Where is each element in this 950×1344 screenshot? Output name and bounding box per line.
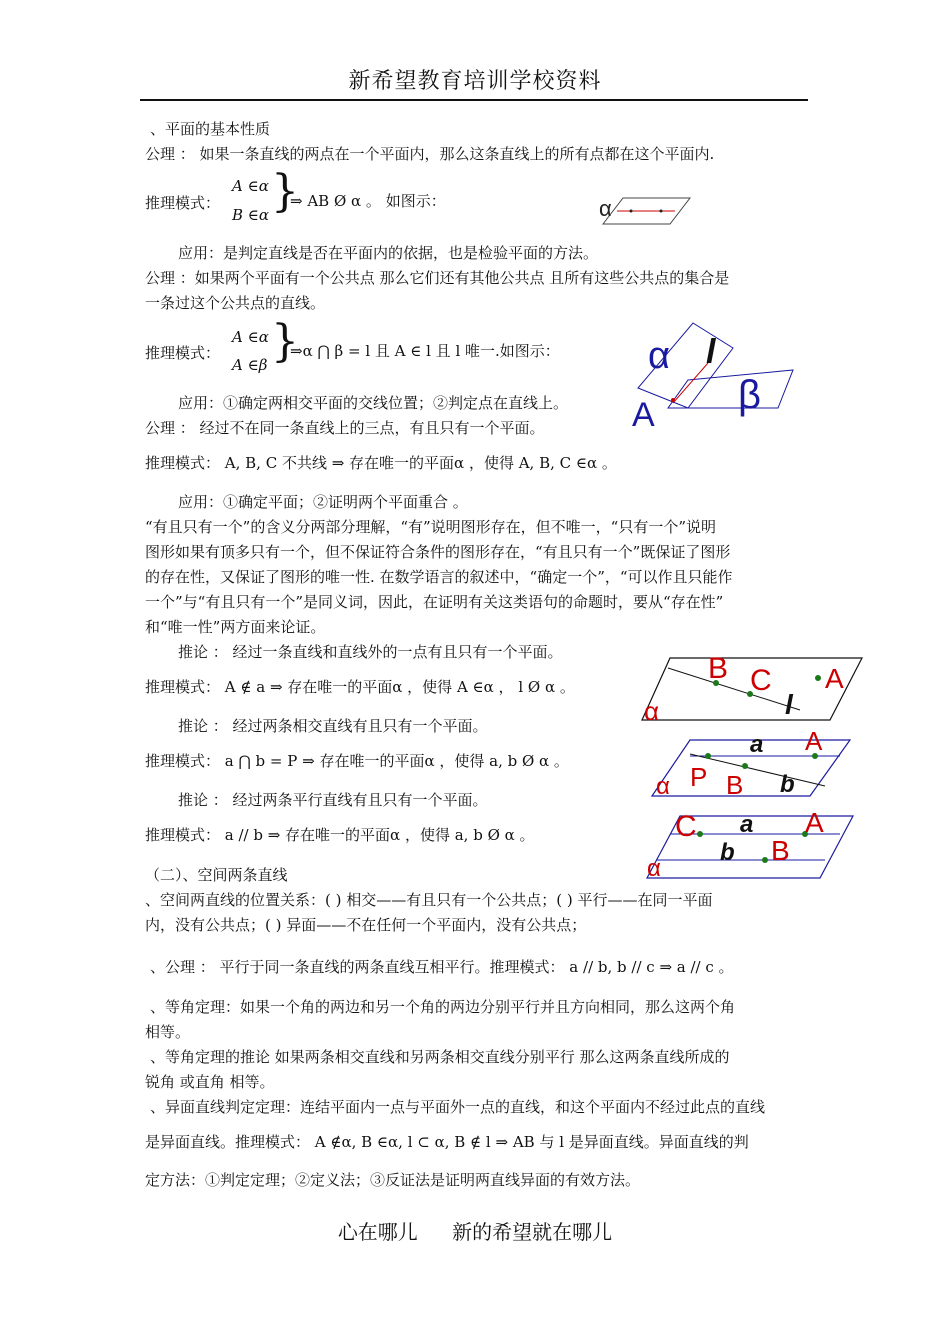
axiom-2: 公理 ：如果两个平面有一个公共点 那么它们还有其他公共点 且所有这些公共点的集合是 — [145, 269, 730, 287]
alpha-label: α — [656, 773, 670, 798]
conclusion: ⇒α ⋂ β = l 且 A ∈ l 且 l 唯一.如图示： — [290, 342, 560, 360]
inference-c2: 推理模式： a ⋂ b = P ⇒ 存在唯一的平面α ，使得 a, b Ø α 。 — [145, 752, 569, 770]
point-B-label: B — [708, 652, 729, 685]
section-2-title: （二）、空间两条直线 — [145, 866, 288, 884]
paragraph-line: 图形如果有顶多只有一个，但不保证符合条件的图形存在，“有且只有一个”既保证了图形 — [145, 543, 731, 561]
point-P-label: P — [690, 762, 708, 792]
point-B-label: B — [726, 770, 744, 798]
premise-2: B ∈α — [232, 206, 270, 224]
brace: } — [271, 316, 299, 367]
point-A-label: A — [805, 808, 824, 838]
alpha-label: α — [644, 696, 660, 723]
line-b-label: b — [720, 839, 735, 866]
line-label: l — [785, 689, 793, 720]
paragraph-line: 一个”与“有且只有一个”是同义词，因此，在证明有关这类语句的命题时，要从“存在性” — [145, 593, 724, 611]
inference-label: 推理模式： — [145, 194, 221, 212]
relations-line: 内，没有公共点；( ) 异面——不在任何一个平面内，没有公共点； — [145, 916, 587, 934]
figure-intersecting-lines — [650, 728, 855, 798]
axiom-3: 公理 ： 经过不在同一条直线上的三点，有且只有一个平面。 — [145, 419, 545, 437]
inference-label: 推理模式： — [145, 344, 221, 362]
inference-c3: 推理模式： a // b ⇒ 存在唯一的平面α ，使得 a, b Ø α 。 — [145, 826, 535, 844]
line-a-label: a — [740, 811, 754, 838]
inference-c1: 推理模式： A ∉ a ⇒ 存在唯一的平面α ，使得 A ∈α ， l Ø α 。 — [145, 678, 575, 696]
section-title: 、平面的基本性质 — [150, 120, 271, 138]
alpha-label: α — [599, 196, 612, 221]
page-header: 新希望教育培训学校资料 — [348, 69, 602, 94]
footer-left: 心在哪儿 — [337, 1220, 418, 1244]
page-footer — [0, 1216, 950, 1245]
corollary-3: 推论 ： 经过两条平行直线有且只有一个平面。 — [178, 791, 488, 809]
point-A-label: A — [805, 728, 823, 756]
equal-angle-theorem: 、等角定理：如果一个角的两边和另一个角的两边分别平行并且方向相同，那么这两个角 — [150, 998, 736, 1016]
point-C-label: C — [675, 810, 697, 843]
footer-right: 新的希望就在哪儿 — [452, 1220, 613, 1244]
skew-lines-methods: 定方法：①判定定理；②定义法；③反证法是证明两直线异面的有效方法。 — [145, 1171, 641, 1189]
corollary-2: 推论 ： 经过两条相交直线有且只有一个平面。 — [178, 717, 488, 735]
premise-1: A ∈α — [232, 328, 269, 346]
figure-intersecting-planes — [628, 318, 798, 433]
point-A-label: A — [825, 663, 844, 694]
figure-parallel-lines — [645, 808, 855, 880]
alpha-label: α — [647, 855, 661, 880]
premise-2: A ∈β — [232, 356, 268, 374]
point-label: A — [632, 396, 655, 433]
axiom-4: 、公理 ： 平行于同一条直线的两条直线互相平行。推理模式： a // b, b // c ⇒ a // c 。 — [150, 958, 734, 976]
beta-label: β — [738, 373, 762, 417]
application-3: 应用：①确定平面；②证明两个平面重合 。 — [178, 493, 468, 511]
skew-lines-inference: 是异面直线。推理模式： A ∉α, B ∈α, l ⊂ α, B ∉ l ⇒ AB 与 l 是异面直线。异面直线的判 — [145, 1133, 749, 1151]
figure-line-and-point — [640, 648, 865, 723]
point-B-label: B — [771, 835, 790, 866]
brace: } — [271, 166, 299, 217]
paragraph-line: “有且只有一个”的含义分两部分理解，“有”说明图形存在，但不唯一，“只有一个”说明 — [145, 518, 717, 536]
point-C-label: C — [750, 664, 772, 697]
axiom-1: 公理 ： 如果一条直线的两点在一个平面内，那么这条直线上的所有点都在这个平面内. — [145, 145, 715, 163]
equal-angle-corollary-cont: 锐角 或直角 相等。 — [145, 1073, 275, 1091]
paragraph-line: 和“唯一性”两方面来论证。 — [145, 618, 326, 636]
application-1: 应用：是判定直线是否在平面内的依据，也是检验平面的方法。 — [178, 244, 599, 262]
paragraph-line: 的存在性，又保证了图形的唯一性. 在数学语言的叙述中，“确定一个”，“可以作且只能作 — [145, 568, 733, 586]
figure-line-in-plane — [595, 194, 695, 228]
line-a-label: a — [750, 731, 764, 758]
line-b-label: b — [780, 771, 795, 798]
header-rule — [140, 99, 808, 101]
equal-angle-theorem-cont: 相等。 — [145, 1023, 191, 1041]
alpha-label: α — [648, 335, 670, 377]
line-label: l — [706, 333, 716, 371]
axiom-2-cont: 一条过这个公共点的直线。 — [145, 294, 326, 312]
application-2: 应用：①确定两相交平面的交线位置；②判定点在直线上。 — [178, 394, 569, 412]
relations-line: 、空间两直线的位置关系：( ) 相交——有且只有一个公共点；( ) 平行——在同一平面 — [145, 891, 713, 909]
inference-3: 推理模式： A, B, C 不共线 ⇒ 存在唯一的平面α ，使得 A, B, C ∈α 。 — [145, 454, 617, 472]
premise-1: A ∈α — [232, 177, 269, 195]
equal-angle-corollary: 、等角定理的推论 如果两条相交直线和另两条相交直线分别平行 那么这两条直线所成的 — [150, 1048, 730, 1066]
conclusion: ⇒ AB Ø α 。 如图示： — [290, 192, 446, 210]
skew-lines-theorem: 、异面直线判定定理：连结平面内一点与平面外一点的直线，和这个平面内不经过此点的直线 — [150, 1098, 766, 1116]
corollary-1: 推论 ： 经过一条直线和直线外的一点有且只有一个平面。 — [178, 643, 563, 661]
